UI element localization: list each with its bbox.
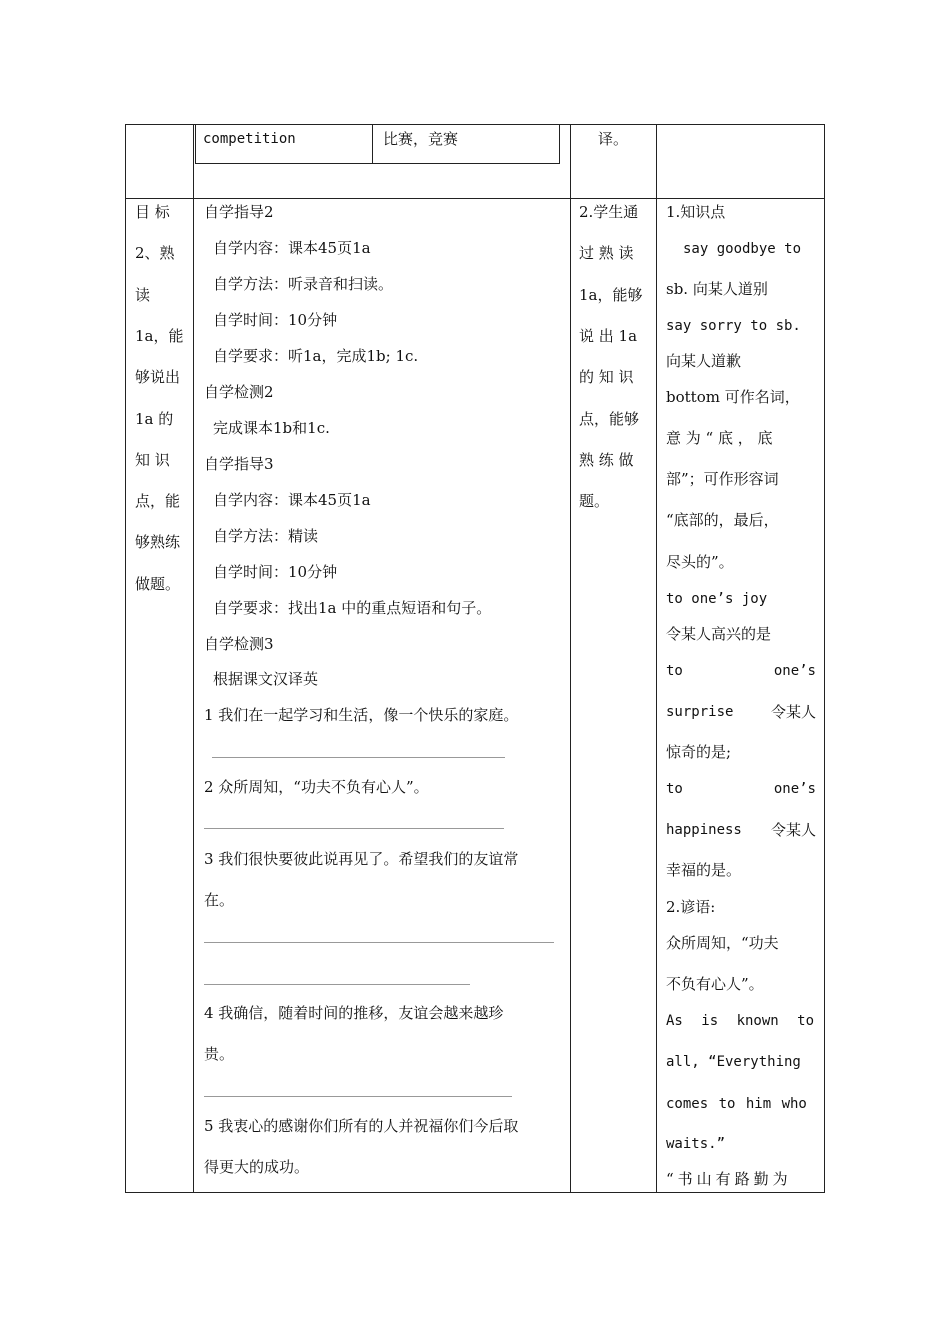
col-border-left xyxy=(125,124,126,1193)
answer-line[interactable] xyxy=(204,984,470,985)
guide-heading: 自学指导2 xyxy=(204,203,274,221)
guide-line: 自学要求：听1a，完成1b; 1c. xyxy=(213,347,419,365)
guide-line: 自学方法：听录音和扫读。 xyxy=(213,275,394,293)
question-4: 4 我确信，随着时间的推移，友谊会越来越珍 xyxy=(204,1004,504,1022)
knowledge-line: say goodbye to xyxy=(683,241,802,257)
answer-line[interactable] xyxy=(204,828,504,829)
knowledge-line: to one’s xyxy=(666,663,816,679)
guide-line: 自学内容：课本45页1a xyxy=(213,239,371,257)
student-line: 的 知 识 xyxy=(579,368,634,386)
answer-line[interactable] xyxy=(212,757,505,758)
row-divider xyxy=(125,198,825,199)
answer-line[interactable] xyxy=(204,942,554,943)
knowledge-line: sb. 向某人道别 xyxy=(666,280,768,298)
student-line: 题。 xyxy=(579,492,610,510)
objective-line: 2、熟 xyxy=(135,244,175,262)
objective-line: 读 xyxy=(135,286,151,304)
objective-line: 1a，能 xyxy=(135,327,184,345)
student-line: 2.学生通 xyxy=(579,203,639,221)
objective-line: 1a 的 xyxy=(135,410,174,428)
knowledge-line: say sorry to sb. xyxy=(666,318,801,334)
knowledge-line: all, “Everything xyxy=(666,1054,801,1070)
knowledge-line: 不负有心人”。 xyxy=(666,975,764,993)
col-border-1 xyxy=(193,124,194,1193)
student-line: 过 熟 读 xyxy=(579,244,634,262)
question-3: 3 我们很快要彼此说再见了。希望我们的友谊常 xyxy=(204,850,519,868)
guide-heading: 自学指导3 xyxy=(204,455,274,473)
question-3-cont: 在。 xyxy=(204,891,235,909)
objective-line: 做题。 xyxy=(135,575,181,593)
question-5-cont: 得更大的成功。 xyxy=(204,1158,310,1176)
objective-line: 够熟练 xyxy=(135,533,181,551)
knowledge-line: As is known to xyxy=(666,1013,815,1029)
knowledge-heading: 1.知识点 xyxy=(666,203,726,221)
col-border-2 xyxy=(570,124,571,1193)
vocab-word: competition xyxy=(203,131,296,147)
question-5: 5 我衷心的感谢你们所有的人并祝福你们今后取 xyxy=(204,1117,519,1135)
knowledge-line: 向某人道歉 xyxy=(666,352,742,370)
guide-line: 根据课文汉译英 xyxy=(213,670,319,688)
knowledge-line: 尽头的”。 xyxy=(666,553,734,571)
knowledge-line: happiness 令某人 xyxy=(666,821,816,839)
guide-line: 完成课本1b和1c. xyxy=(213,419,330,437)
knowledge-line: to one’s joy xyxy=(666,591,768,607)
objective-line: 够说出 xyxy=(135,368,181,386)
knowledge-line: 部”；可作形容词 xyxy=(666,470,779,488)
guide-heading: 自学检测2 xyxy=(204,383,274,401)
knowledge-line: “书山有路勤为 xyxy=(666,1170,792,1188)
knowledge-line: waits.” xyxy=(666,1136,726,1152)
knowledge-line: 幸福的是。 xyxy=(666,861,742,879)
table-bottom-border xyxy=(125,1192,825,1193)
knowledge-line: comes to him who xyxy=(666,1096,807,1112)
knowledge-line: 众所周知，“功夫 xyxy=(666,934,779,952)
knowledge-line: surprise 令某人 xyxy=(666,703,816,721)
student-line: 说 出 1a xyxy=(579,327,638,345)
vocab-meaning: 比赛，竞赛 xyxy=(383,130,459,148)
knowledge-line: to one’s xyxy=(666,781,816,797)
student-line: 1a，能够 xyxy=(579,286,643,304)
guide-line: 自学要求：找出1a 中的重点短语和句子。 xyxy=(213,599,492,617)
knowledge-line: 惊奇的是; xyxy=(666,743,732,761)
knowledge-heading: 2.谚语: xyxy=(666,898,716,916)
objective-line: 知 识 xyxy=(135,451,170,469)
guide-line: 自学时间：10分钟 xyxy=(213,311,338,329)
knowledge-line: bottom 可作名词， xyxy=(666,388,800,406)
guide-heading: 自学检测3 xyxy=(204,635,274,653)
objective-line: 点，能 xyxy=(135,492,181,510)
guide-line: 自学方法：精读 xyxy=(213,527,319,545)
objective-line: 目 标 xyxy=(135,203,170,221)
top-col3-text: 译。 xyxy=(598,130,629,148)
col-border-right xyxy=(824,124,825,1193)
guide-line: 自学内容：课本45页1a xyxy=(213,491,371,509)
knowledge-line: 令某人高兴的是 xyxy=(666,625,772,643)
question-1: 1 我们在一起学习和生活，像一个快乐的家庭。 xyxy=(204,706,519,724)
guide-line: 自学时间：10分钟 xyxy=(213,563,338,581)
knowledge-line: 意 为 “ 底 ， 底 xyxy=(666,429,773,447)
student-line: 点，能够 xyxy=(579,410,640,428)
knowledge-line: “底部的，最后， xyxy=(666,511,779,529)
question-4-cont: 贵。 xyxy=(204,1045,235,1063)
student-line: 熟 练 做 xyxy=(579,451,634,469)
answer-line[interactable] xyxy=(204,1096,512,1097)
table-top-border xyxy=(125,124,825,125)
col-border-3 xyxy=(656,124,657,1193)
question-2: 2 众所周知，“功夫不负有心人”。 xyxy=(204,778,429,796)
